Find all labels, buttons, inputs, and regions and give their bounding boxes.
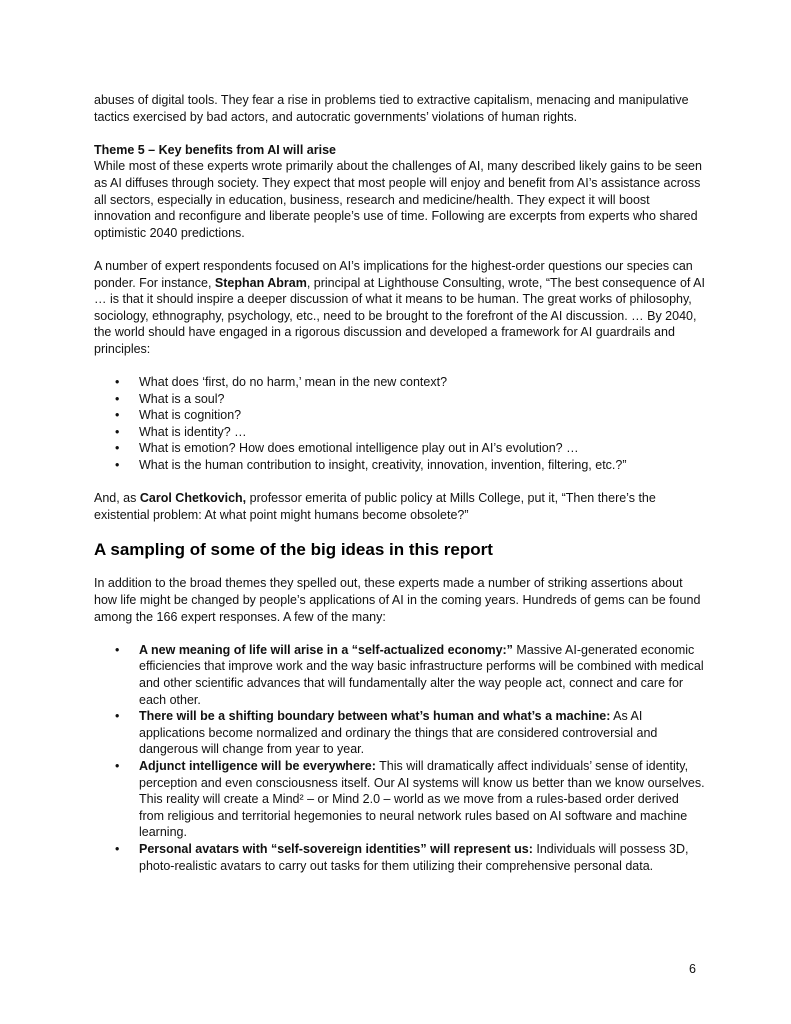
theme-5-title: Theme 5 – Key benefits from AI will arise [94,142,336,157]
bullet-icon: • [115,441,120,456]
list-item: • Personal avatars with “self-sovereign identities” will represent us: Individuals will possess 3D, photo-realistic avatars to carry out tasks for them utilizing their comprehensive personal data. [115,841,689,873]
list-item: • What is cognition? [115,408,242,423]
chetkovich-name: Carol Chetkovich, [139,491,247,506]
list-item: • What is identity? … [115,424,247,439]
bullet-icon: • [115,391,120,406]
list-item: • What does ‘first, do no harm,’ mean in the new context? [115,375,448,390]
bullet-icon: • [115,408,120,423]
bullet-icon: • [115,709,120,724]
bullet-icon: • [115,642,120,657]
abram-name: Stephan Abram [214,275,307,290]
section-intro: In addition to the broad themes they spelled out, these experts made a number of striking assertions about how life might be changed by people’s applications of AI in the coming years. Hundreds of gems can be found among the 166 expert responses. A few of the many: [94,576,701,624]
bullet-icon: • [115,424,120,439]
chetkovich-paragraph: And, as Carol Chetkovich, professor emerita of public policy at Mills College, put it, “Then there’s the existential problem: At what point might humans become obsolete?” [94,491,656,522]
big-ideas-list [94,642,706,874]
list-item: • There will be a shifting boundary between what’s human and what’s a machine: As AI applications become normalized and ordinary the things that are considered controversial and dangerous will change from year to year. [115,709,658,757]
intro-paragraph: abuses of digital tools. They fear a rise in problems tied to extractive capitalism, menacing and manipulative tactics exercised by bad actors, and autocratic governments’ violations of human rights. [94,93,689,124]
list-item: • What is the human contribution to insight, creativity, innovation, invention, filtering, etc.?” [115,458,627,473]
bullet-icon: • [115,375,120,390]
section-heading: A sampling of some of the big ideas in this report [94,540,493,560]
list-item: • Adjunct intelligence will be everywhere: This will dramatically affect individuals’ sense of identity, perception and even consciousness itself. Our AI systems will know us better than we know ourselves. This reality will create a Mind² – or Mind 2.0 – world as we move from a rules-based order derived from religious and territorial hegemonies to neural network rules based on AI software and machine learning. [115,758,705,840]
abram-paragraph [94,258,706,358]
list-item: • A new meaning of life will arise in a “self-actualized economy:” Massive AI-generated economic efficiencies that improve work and the way basic infrastructure performs will be combined with medical and other scientific advances that will fundamentally alter the way people act, connect and care for each other. [115,642,704,707]
list-item: • What is emotion? How does emotional intelligence play out in AI’s evolution? … [115,441,579,456]
abram-before: A number of expert respondents focused on AI’s implications for the highest-order questions our species can ponder. For instance, [94,258,693,290]
list-item: • What is a soul? [115,391,225,406]
theme-5-body: While most of these experts wrote primarily about the challenges of AI, many described likely gains to be seen as AI diffuses through society. They expect that most people will enjoy and benefit from AI’s assistance across all sectors, especially in education, business, research and medicine/health. They expect it will boost innovation and reconfigure and liberate people’s use of time. Following are excerpts from experts who shared optimistic 2040 predictions. [94,159,702,240]
questions-list [94,374,706,474]
bullet-icon: • [115,841,120,856]
bullet-icon: • [115,758,120,773]
bullet-icon: • [115,458,120,473]
document-page [94,92,706,874]
abram-after: , principal at Lighthouse Consulting, wrote, “The best consequence of AI … is that it should inspire a deeper discussion of what it means to be human. The great works of philosophy, sociology, ethnography, psychology, etc., need to be brought to the forefront of the AI discussion. … By 2040, the world should have engaged in a rigorous discussion and developed a framework for AI guardrails and principles: [94,275,705,356]
page-number: 6 [689,962,696,976]
